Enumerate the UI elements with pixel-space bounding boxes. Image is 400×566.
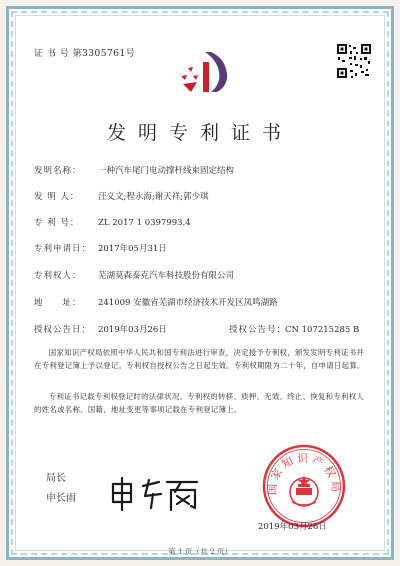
field-label-inventors: 发 明 人： <box>34 192 80 202</box>
signer-title: 局长 <box>46 473 66 484</box>
seal-date: 2019年03月26日 <box>258 522 327 532</box>
auth-date-value: 2019年03月26日 <box>98 325 167 335</box>
field-label-patent-number: 专 利 号： <box>34 218 80 228</box>
auth-date-label: 授权公告日： <box>34 325 92 335</box>
field-label-invention-name: 发明名称： <box>34 166 82 176</box>
field-label-application-date: 专利申请日： <box>34 244 92 254</box>
certificate-serial: 证 书 号 第3305761号 <box>34 49 136 59</box>
field-label-address: 地 址： <box>34 298 82 308</box>
certificate-paragraph-legal-status: 专利证书记载专利权登记时的法律状况。专利权的转移、质押、无效、终止、恢复和专利权人的姓名或名称、国籍、地址变更等事项记载在专利登记簿上。 <box>34 392 365 414</box>
handwritten-signature <box>105 474 205 514</box>
field-value-patentee: 芜湖莫森泰克汽车科技股份有限公司 <box>98 271 235 281</box>
patent-certificate <box>6 6 394 560</box>
field-value-patent-number: ZL 2017 1 0397993.4 <box>98 218 191 228</box>
field-value-application-date: 2017年05月31日 <box>98 244 167 254</box>
field-label-patentee: 专利权人： <box>34 271 82 281</box>
certificate-paragraph-grant: 国家知识产权局依照中华人民共和国专利法进行审查，决定授予专利权，颁发发明专利证书并在专利登记簿上予以登记。专利权自授权公告之日起生效。专利权期限为二十年，自申请日起算。 <box>34 348 365 370</box>
field-value-inventors: 汪义文;程永海;谢天祥;郭少琪 <box>98 192 209 202</box>
auth-number-value: CN 107215285 B <box>285 325 360 335</box>
patent-office-emblem-icon <box>177 48 235 96</box>
auth-number-label: 授权公告号： <box>229 325 287 335</box>
svg-text:国家知识产权局: 国家知识产权局 <box>265 452 343 496</box>
qr-code-icon <box>336 43 372 79</box>
certificate-title: 发明专利证书 <box>106 122 293 144</box>
signer-name: 申长雨 <box>46 493 76 504</box>
page-footer: 第 1 页（共 2 页） <box>167 547 233 556</box>
field-value-invention-name: 一种汽车尾门电动撑杆线束固定结构 <box>98 166 235 176</box>
official-seal-icon <box>262 444 346 528</box>
field-value-address: 241009 安徽省芜湖市经济技术开发区凤鸣湖路 <box>98 298 278 308</box>
